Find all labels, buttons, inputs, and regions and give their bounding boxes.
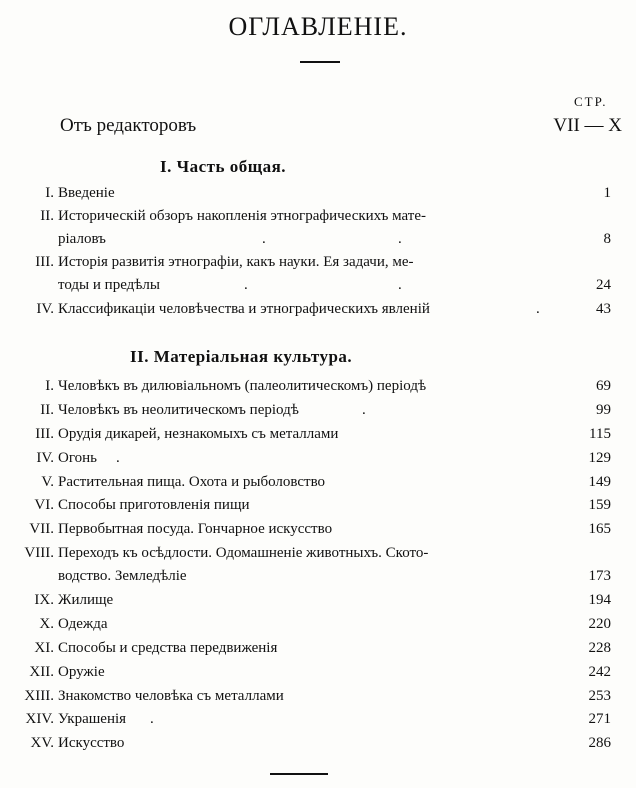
- toc-text: Искусство: [58, 735, 125, 751]
- toc-text-continuation: ріаловъ: [58, 231, 106, 247]
- toc-text: Человѣкъ въ неолитическомъ періодѣ: [58, 402, 299, 418]
- toc-page: 149: [588, 474, 611, 490]
- toc-text: Орудія дикарей, незнакомыхъ съ металлами: [58, 426, 339, 442]
- toc-num: XIII.: [24, 688, 54, 704]
- toc-page: 8: [603, 231, 611, 247]
- toc-text: Украшенія: [58, 711, 127, 727]
- toc-page: 99: [596, 402, 611, 418]
- toc-text: Первобытная посуда. Гончарное искусство: [58, 521, 333, 537]
- leader-dot: .: [398, 231, 402, 247]
- page-title: ОГЛАВЛЕНІЕ.: [228, 12, 408, 41]
- toc-page: 228: [588, 640, 611, 656]
- toc-text: Растительная пища. Охота и рыболовство: [58, 474, 326, 490]
- leader-dot: .: [262, 231, 266, 247]
- toc-text: Одежда: [58, 616, 108, 632]
- page-column-header: СТР.: [574, 94, 608, 109]
- part-2-heading: II. Матеріальная культура.: [130, 347, 353, 366]
- toc-num: III.: [35, 426, 54, 442]
- toc-text: Знакомство человѣка съ металлами: [58, 688, 284, 704]
- toc-num: IV.: [36, 301, 54, 317]
- toc-page: 253: [588, 688, 611, 704]
- toc-num: VIII.: [24, 545, 54, 561]
- title-rule: [300, 61, 340, 63]
- toc-page: 1: [603, 185, 611, 201]
- leader-dot: .: [244, 277, 248, 293]
- toc-page: 242: [588, 664, 611, 680]
- toc-text-continuation: тоды и предѣлы: [58, 277, 160, 293]
- toc-text: Огонь: [58, 450, 97, 466]
- toc-num: X.: [39, 616, 54, 632]
- toc-page: 159: [588, 497, 611, 513]
- toc-page: 220: [588, 616, 611, 632]
- toc-num: V.: [41, 474, 54, 490]
- toc-page: 129: [588, 450, 611, 466]
- toc-page: 173: [588, 568, 611, 584]
- toc-num: VI.: [34, 497, 54, 513]
- bottom-rule: [270, 773, 328, 775]
- toc-num: XII.: [29, 664, 54, 680]
- toc-page: 43: [596, 301, 611, 317]
- toc-page: 165: [588, 521, 611, 537]
- leader-dot: .: [362, 402, 366, 418]
- toc-page: 286: [588, 735, 611, 751]
- toc-text: Жилище: [58, 592, 114, 608]
- toc-page: 271: [588, 711, 611, 727]
- toc-text: Историческій обзоръ накопленія этнографическихъ мате-: [58, 208, 426, 224]
- toc-text: Исторія развитія этнографіи, какъ науки. Ея задачи, ме-: [58, 254, 414, 270]
- leader-dot: .: [150, 711, 154, 727]
- toc-text: Переходъ къ осѣдлости. Одомашненіе животныхъ. Ското-: [58, 545, 429, 561]
- toc-page: 24: [596, 277, 611, 293]
- toc-page: 115: [589, 426, 611, 442]
- toc-text: Человѣкъ въ дилювіальномъ (палеолитическомъ) періодѣ: [58, 378, 427, 394]
- toc-num: XV.: [30, 735, 54, 751]
- toc-page: 69: [596, 378, 611, 394]
- leader-dot: .: [536, 301, 540, 317]
- editors-entry-pages: VII — X: [553, 115, 622, 136]
- toc-num: I.: [45, 378, 54, 394]
- toc-text: Введеніе: [58, 185, 115, 201]
- toc-num: XIV.: [25, 711, 54, 727]
- leader-dot: .: [116, 450, 120, 466]
- leader-dot: .: [398, 277, 402, 293]
- toc-num: II.: [40, 402, 54, 418]
- toc-text: Оружіе: [58, 664, 105, 680]
- toc-num: III.: [35, 254, 54, 270]
- toc-num: IX.: [34, 592, 54, 608]
- toc-text: Способы и средства передвиженія: [58, 640, 278, 656]
- toc-text: Способы приготовленія пищи: [58, 497, 250, 513]
- toc-num: VII.: [29, 521, 54, 537]
- toc-text-continuation: водство. Земледѣліе: [58, 568, 187, 584]
- editors-entry-title: Отъ редакторовъ: [60, 115, 197, 136]
- toc-num: I.: [45, 185, 54, 201]
- toc-num: IV.: [36, 450, 54, 466]
- toc-text: Классификаціи человѣчества и этнографическихъ явленій: [58, 301, 430, 317]
- toc-num: XI.: [34, 640, 54, 656]
- part-1-heading: I. Часть общая.: [160, 157, 287, 176]
- toc-num: II.: [40, 208, 54, 224]
- toc-page: 194: [588, 592, 611, 608]
